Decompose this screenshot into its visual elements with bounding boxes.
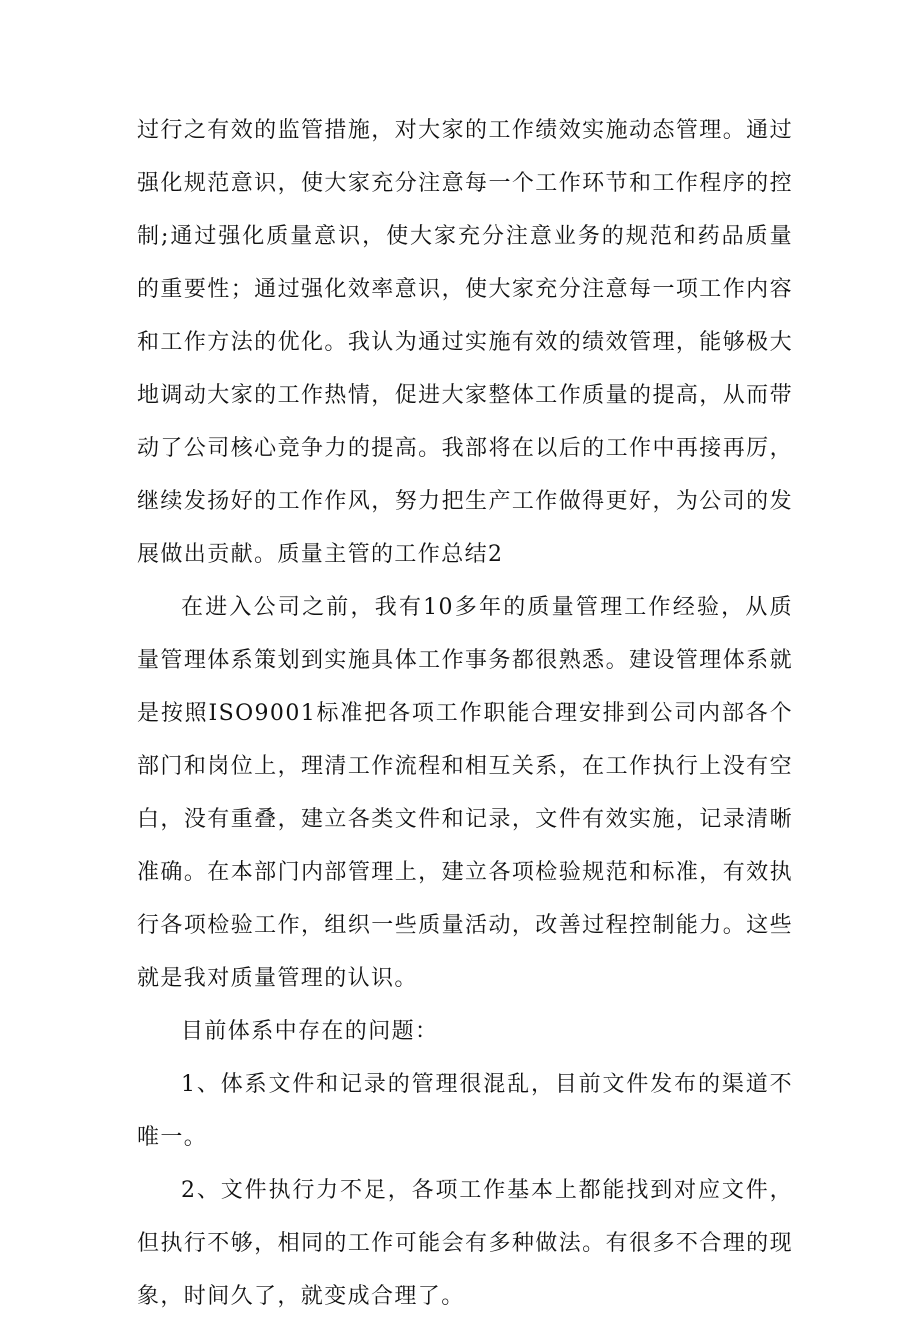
paragraph-3: 目前体系中存在的问题： (181, 1019, 439, 1044)
paragraph-5: 2、文件执行力不足，各项工作基本上都能找到对应文件，但执行不够，相同的工作可能会有多种做法。有很多不合理的现象，时间久了，就变成合理了。 (137, 1178, 793, 1309)
paragraph-4: 1、体系文件和记录的管理很混乱，目前文件发布的渠道不唯一。 (137, 1072, 793, 1150)
document-body (137, 104, 793, 1323)
paragraph-1: 过行之有效的监管措施，对大家的工作绩效实施动态管理。通过强化规范意识，使大家充分注意每一个工作环节和工作程序的控制;通过强化质量意识，使大家充分注意业务的规范和药品质量的重要性；通过强化效率意识，使大家充分注意每一项工作内容和工作方法的优化。我认为通过实施有效的绩效管理，能够极大地调动大家的工作热情，促进大家整体工作质量的提高，从而带动了公司核心竞争力的提高。我部将在以后的工作中再接再厉，继续发扬好的工作作风，努力把生产工作做得更好，为公司的发展做出贡献。质量主管的工作总结2 (137, 118, 793, 567)
paragraph-2: 在进入公司之前，我有10多年的质量管理工作经验，从质量管理体系策划到实施具体工作事务都很熟悉。建设管理体系就是按照ISO9001标准把各项工作职能合理安排到公司内部各个部门和岗位上，理清工作流程和相互关系，在工作执行上没有空白，没有重叠，建立各类文件和记录，文件有效实施，记录清晰准确。在本部门内部管理上，建立各项检验规范和标准，有效执行各项检验工作，组织一些质量活动，改善过程控制能力。这些就是我对质量管理的认识。 (137, 595, 793, 991)
